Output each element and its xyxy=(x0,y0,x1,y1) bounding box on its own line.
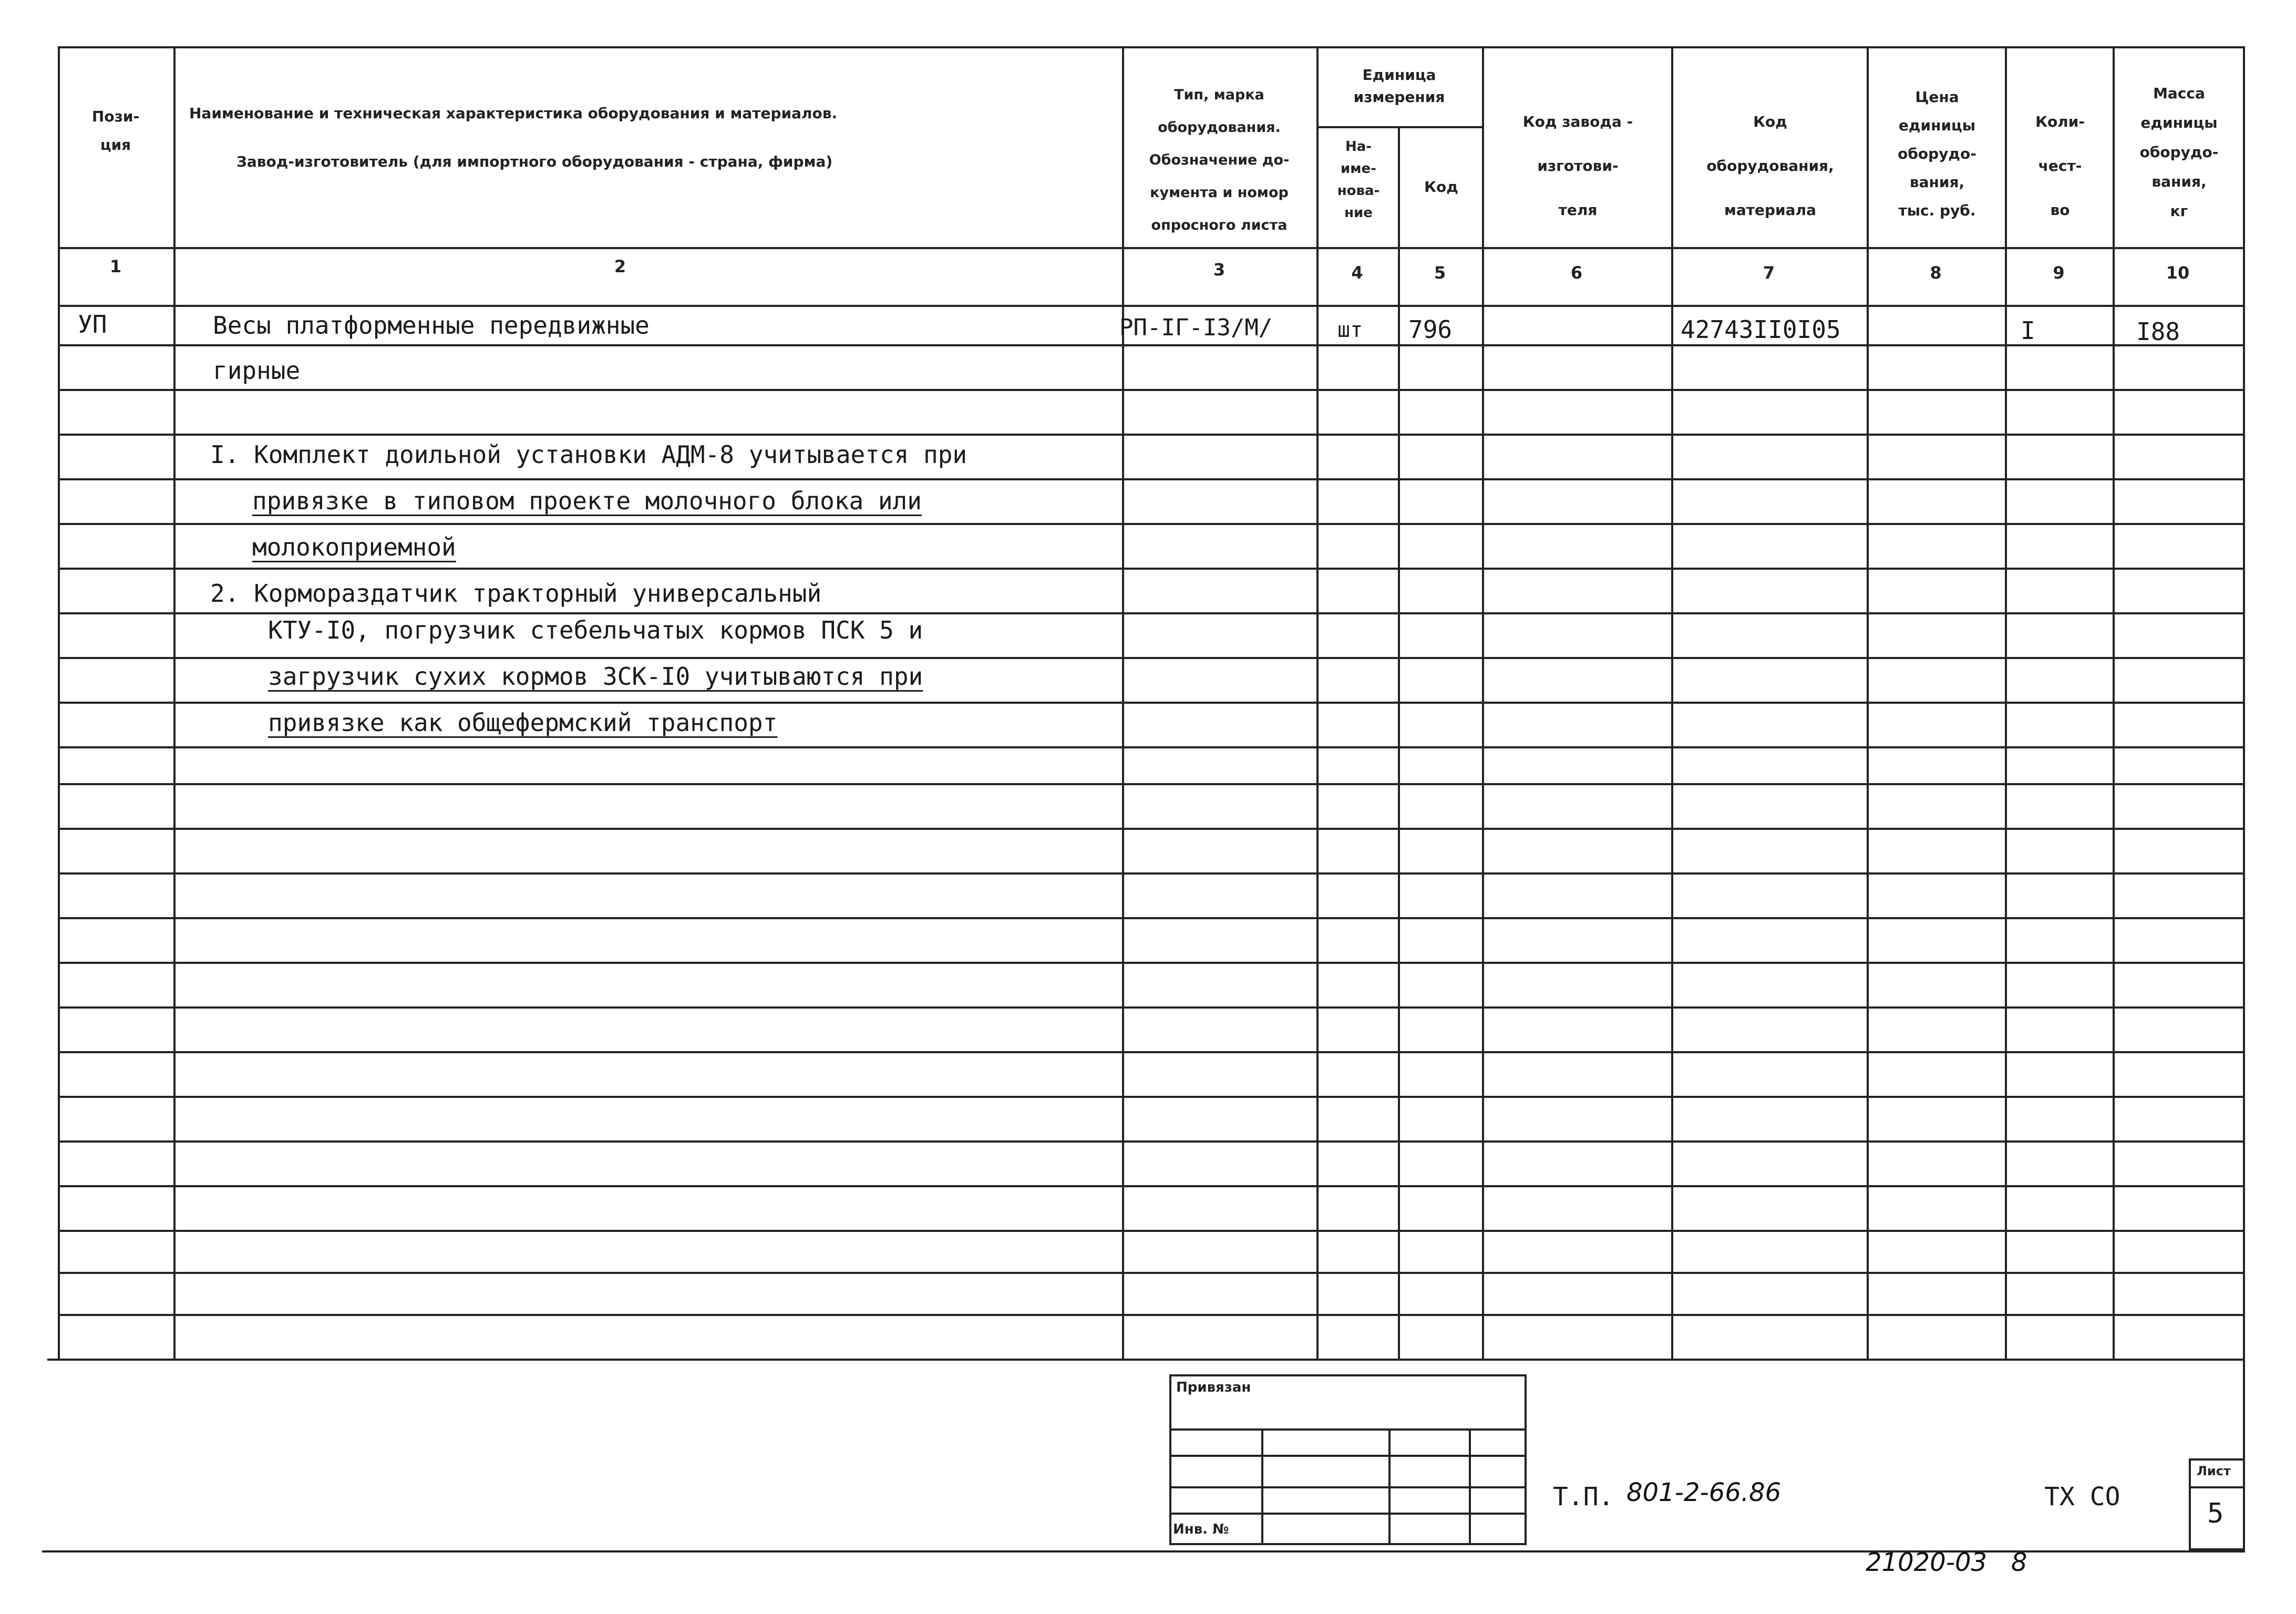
column-number-7: 7 xyxy=(1763,263,1775,283)
header-mass: Масса единицы оборудо- вания, кг xyxy=(2139,85,2219,220)
footer-code: 21020-03 8 xyxy=(1866,1548,2027,1577)
column-number-9: 9 xyxy=(2053,263,2065,283)
item-qty: I xyxy=(2021,316,2035,345)
header-name-line1: Наименование и техническая характеристика оборудования и материалов. xyxy=(189,105,838,122)
note-line-2: привязке в типовом проекте молочного блока или xyxy=(252,487,922,515)
header-price: Цена единицы оборудо- вания, тыс. руб. xyxy=(1898,88,1976,219)
column-number-2: 2 xyxy=(614,256,626,276)
item-position: УП xyxy=(78,310,107,338)
header-unit: Единица измерения xyxy=(1353,66,1445,106)
note-line-5: КТУ-I0, погрузчик стебельчатых кормов ПСК 5 и xyxy=(268,616,923,644)
note-line-6: загрузчик сухих кормов ЗСК-I0 учитываются при xyxy=(268,662,923,691)
item-unit-code: 796 xyxy=(1408,315,1453,344)
header-factory-code: Код завода - изготови- теля xyxy=(1522,113,1633,219)
header-position: Пози- ция xyxy=(91,108,140,153)
stamp-project-code: 801-2-66.86 xyxy=(1626,1478,1782,1507)
stamp-inv-no: Инв. № xyxy=(1173,1522,1229,1537)
column-number-3: 3 xyxy=(1213,260,1226,280)
stamp-privyazan: Привязан xyxy=(1176,1380,1251,1395)
column-number-1: 1 xyxy=(109,256,122,276)
note-line-3: молокоприемной xyxy=(252,533,456,561)
item-unit-name: шт xyxy=(1337,318,1363,342)
header-unit-name: На- име- нова- ние xyxy=(1337,139,1380,221)
item-name-line2: гирные xyxy=(213,356,301,385)
header-type: Тип, марка оборудования. Обозначение до- кумента и номор опросного листа xyxy=(1149,87,1290,233)
column-number-5: 5 xyxy=(1434,263,1446,283)
column-number-4: 4 xyxy=(1351,263,1363,283)
note-line-1: I. Комплект доильной установки АДМ-8 учитывается при xyxy=(210,440,967,469)
stamp-project-label: Т.П. xyxy=(1553,1482,1614,1512)
note-line-4: 2. Кормораздатчик тракторный универсальный xyxy=(210,579,822,608)
column-number-8: 8 xyxy=(1930,263,1942,283)
column-number-6: 6 xyxy=(1570,263,1583,283)
header-qty: Коли- чест- во xyxy=(2035,113,2085,219)
stamp-section: ТХ СО xyxy=(2044,1482,2120,1512)
column-number-10: 10 xyxy=(2166,263,2190,283)
item-equip-code: 42743II0I05 xyxy=(1681,315,1841,344)
stamp-sheet-label: Лист xyxy=(2197,1464,2231,1478)
header-unit-code: Код xyxy=(1424,178,1458,196)
item-type: РП-IГ-I3/М/ xyxy=(1119,314,1273,341)
item-mass: I88 xyxy=(2136,317,2180,346)
title-block xyxy=(1169,1374,1527,1545)
stamp-sheet-number: 5 xyxy=(2207,1498,2224,1529)
item-name-line1: Весы платформенные передвижные xyxy=(213,311,650,340)
header-name-line2: Завод-изготовитель (для импортного оборудования - страна, фирма) xyxy=(236,153,833,170)
header-equip-code: Код оборудования, материала xyxy=(1706,113,1834,219)
note-line-7: привязке как общефермский транспорт xyxy=(268,708,778,737)
